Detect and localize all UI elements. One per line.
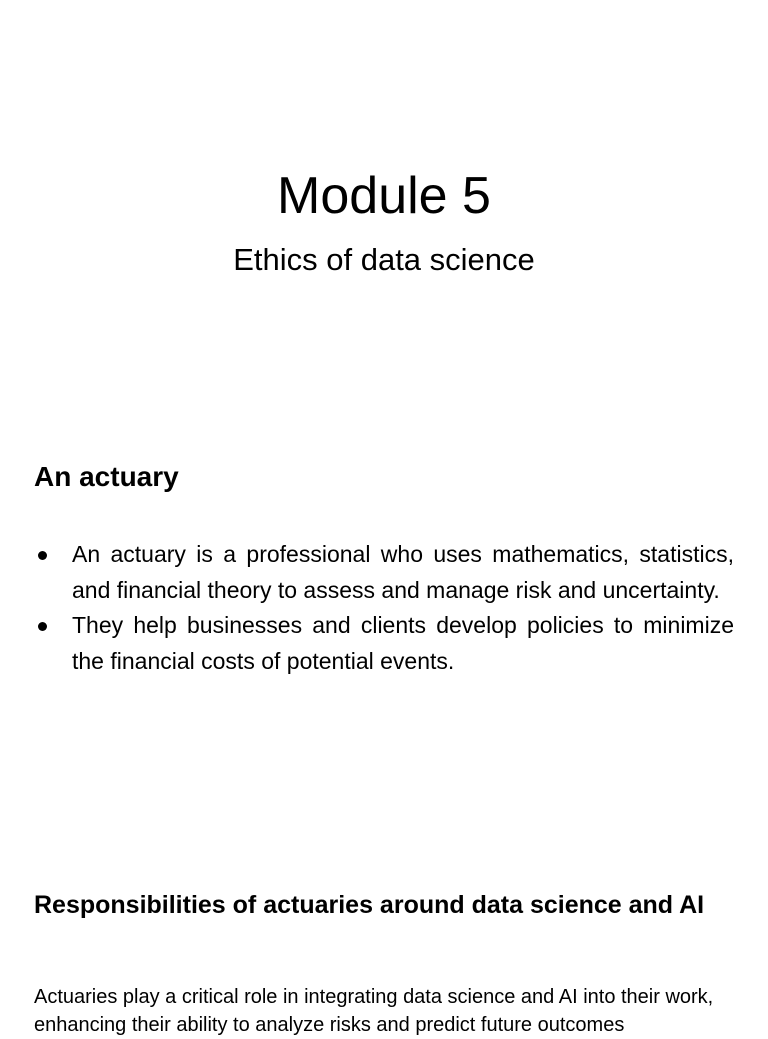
list-item bbox=[34, 537, 734, 608]
section-heading-actuary: An actuary bbox=[34, 461, 179, 492]
bullet-text: An actuary is a professional who uses mathematics, statistics, and financial theory to assess and manage risk and uncertainty. bbox=[72, 541, 734, 603]
responsibilities-paragraph: Actuaries play a critical role in integrating data science and AI into their work, enhancing their ability to analyze risks and predict future outcomes bbox=[34, 986, 714, 1036]
module-subtitle: Ethics of data science bbox=[233, 242, 535, 277]
list-item bbox=[34, 608, 734, 679]
bullet-icon bbox=[38, 622, 47, 631]
actuary-bullet-list bbox=[34, 537, 734, 679]
module-title: Module 5 bbox=[277, 167, 491, 225]
section-heading-responsibilities: Responsibilities of actuaries around data science and AI bbox=[34, 891, 705, 919]
bullet-icon bbox=[38, 551, 47, 560]
bullet-text: They help businesses and clients develop policies to minimize the financial costs of potential events. bbox=[72, 612, 734, 674]
